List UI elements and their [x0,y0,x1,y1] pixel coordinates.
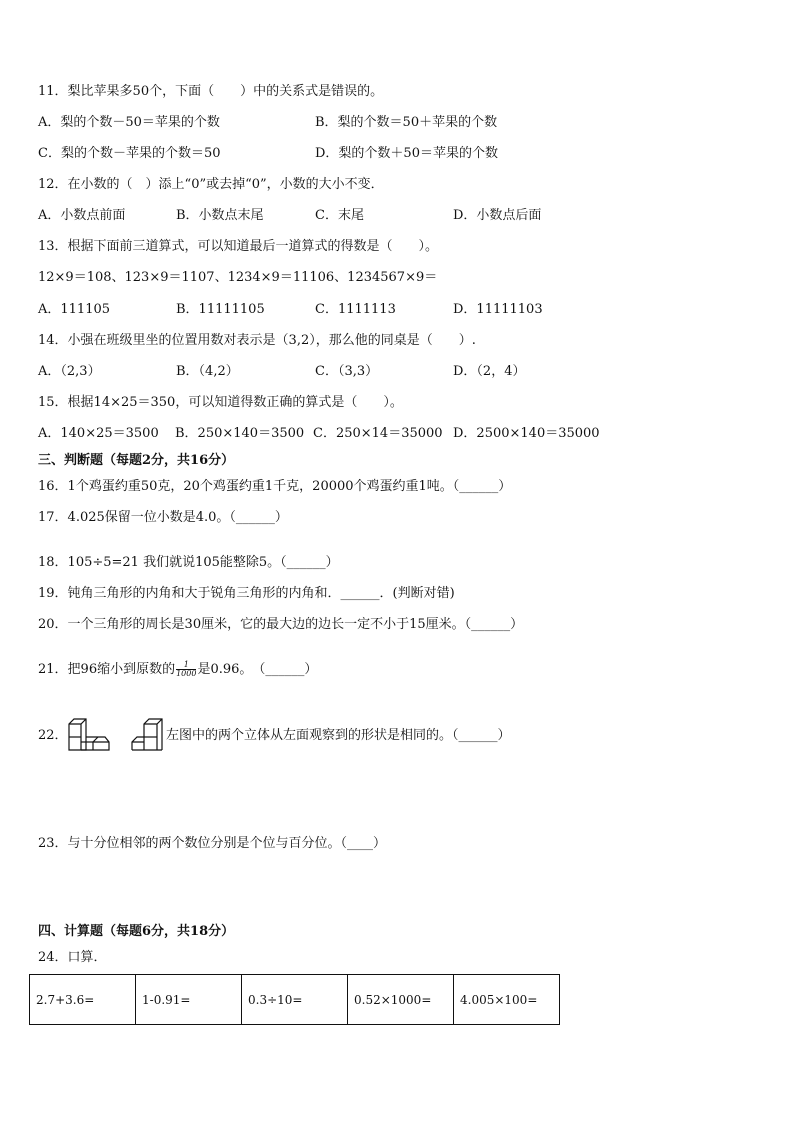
q11-stem: 11．梨比苹果多50个，下面（ ）中的关系式是错误的。 [38,84,384,99]
q24: 24．口算． [38,950,107,965]
cube-figure-right [130,716,164,752]
q14-stem: 14．小强在班级里坐的位置用数对表示是（3,2），那么他的同桌是（ ）. [38,333,476,348]
q14-option-a: A．（2,3） [38,364,101,379]
q12-option-c: C．末尾 [315,208,364,223]
q12-stem: 12．在小数的（ ）添上“0”或去掉“0”，小数的大小不变． [38,177,384,192]
q12-option-b: B．小数点末尾 [176,208,264,223]
q19: 19．钝角三角形的内角和大于锐角三角形的内角和．______．(判断对错) [38,586,455,601]
q22-text: 左图中的两个立体从左面观察到的形状是相同的。（______） [166,728,511,743]
q21-text-after: 是0.96。 （______） [197,662,318,677]
q17: 17．4.025保留一位小数是4.0。（______） [38,510,288,525]
q21-fraction-numerator: 1 [176,661,196,670]
q21-text-before: 21．把96缩小到原数的 [38,662,176,677]
q14-option-d: D．（2，4） [453,364,526,379]
q13-option-b: B．11111105 [176,302,265,317]
section-4-heading: 四、计算题（每题6分，共18分） [38,924,235,939]
q13-stem: 13．根据下面前三道算式，可以知道最后一道算式的得数是（ ）。 [38,239,439,254]
q11-option-a: A．梨的个数－50＝苹果的个数 [38,115,220,130]
calc-cell: 2.7+3.6= [30,975,136,1025]
q15-stem: 15．根据14×25＝350，可以知道得数正确的算式是（ ）。 [38,395,403,410]
q21 [38,661,317,679]
calc-cell: 1-0.91= [136,975,242,1025]
q18: 18．105÷5=21 我们就说105能整除5。（______） [38,555,339,570]
q15-option-c: C．250×14＝35000 [313,426,443,441]
q22-number: 22． [38,728,68,743]
q21-fraction [176,661,196,678]
q21-fraction-denominator: 1000 [176,669,197,678]
q11-option-d: D．梨的个数＋50＝苹果的个数 [315,146,498,161]
q14-option-c: C．（3,3） [315,364,379,379]
q13-option-c: C．1111113 [315,302,396,317]
q15-option-d: D．2500×140＝35000 [453,426,600,441]
q13-option-d: D．11111103 [453,302,543,317]
q15-option-b: B．250×140＝3500 [175,426,305,441]
calc-cell: 4.005×100= [454,975,560,1025]
section-3-heading: 三、判断题（每题2分，共16分） [38,453,235,468]
q12-option-a: A．小数点前面 [38,208,126,223]
q16: 16．1个鸡蛋约重50克，20个鸡蛋约重1千克，20000个鸡蛋约重1吨。（______） [38,479,512,494]
mental-math-table [29,974,560,1025]
q11-option-b: B．梨的个数＝50＋苹果的个数 [315,115,498,130]
q12-option-d: D．小数点后面 [453,208,542,223]
calc-cell: 0.52×1000= [348,975,454,1025]
calc-cell: 0.3÷10= [242,975,348,1025]
q20: 20．一个三角形的周长是30厘米，它的最大边的边长一定不小于15厘米。（______） [38,617,524,632]
q13-expression: 12×9＝108、123×9＝1107、1234×9＝11106、1234567×9＝ [38,270,438,285]
q15-option-a: A．140×25＝3500 [38,426,159,441]
q11-option-c: C．梨的个数－苹果的个数＝50 [38,146,221,161]
cube-figure-left [67,716,111,752]
q14-option-b: B．（4,2） [176,364,239,379]
table-row [30,975,560,1025]
q13-option-a: A．111105 [38,302,111,317]
q23: 23．与十分位相邻的两个数位分别是个位与百分位。（____） [38,836,387,851]
